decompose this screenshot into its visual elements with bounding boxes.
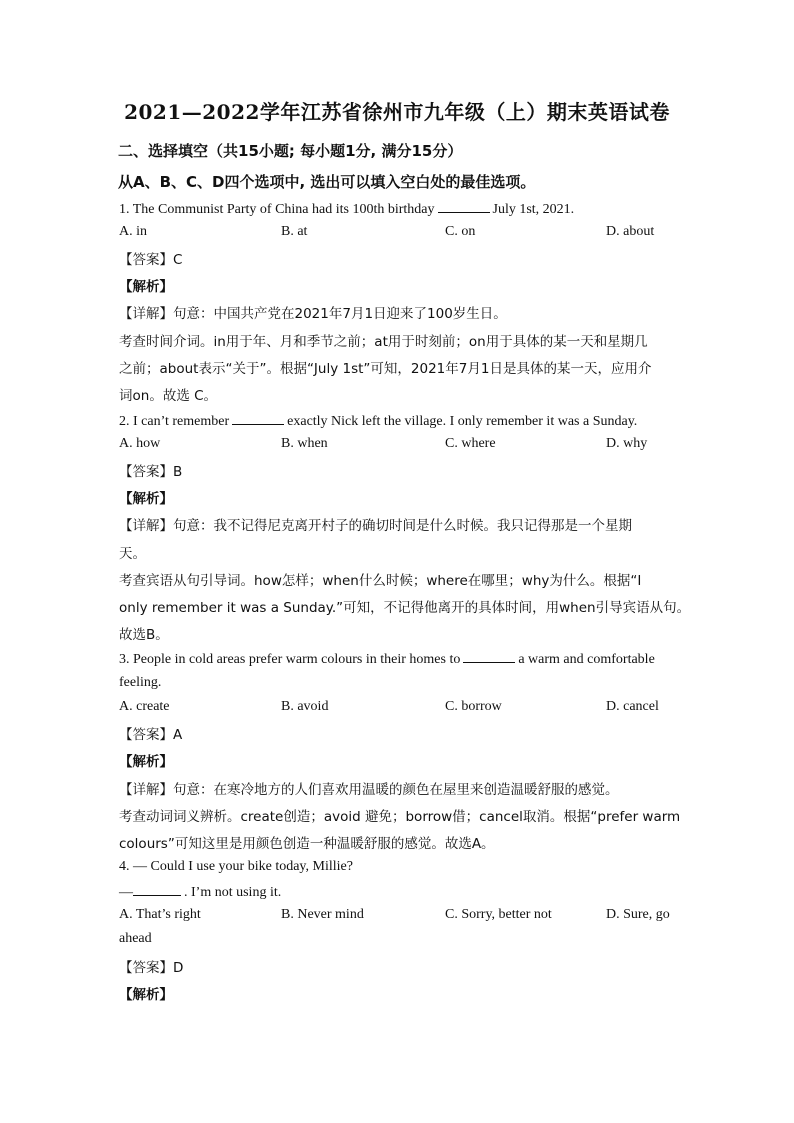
question-2-analysis-label: 【解析】 — [119, 491, 173, 507]
option-a: A. That’s right — [119, 907, 201, 922]
option-c: C. Sorry, better not — [445, 907, 552, 922]
question-1-explain-line: 考查时间介词。in用于年、月和季节之前；at用于时刻前；on用于具体的某一天和星期几 — [119, 334, 648, 350]
question-4-option-wrap: ahead — [119, 931, 152, 946]
question-3-explain-line: 考查动词词义辨析。create创造；avoid 避免；borrow借；cancel取消。根据“prefer warm — [119, 809, 681, 825]
question-1-explain-line: 之前；about表示“关于”。根据“July 1st”可知，2021年7月1日是具体的某一天，应用介 — [119, 361, 652, 377]
question-4-stem: 4. — Could I use your bike today, Millie? — [119, 859, 353, 874]
option-b: B. when — [281, 436, 328, 451]
answer-blank — [438, 200, 490, 213]
answer-blank — [463, 650, 515, 663]
question-4-reply-text: . I’m not using it. — [184, 885, 282, 900]
dash: — — [119, 885, 133, 900]
question-1-stem — [119, 200, 574, 218]
question-4-answer: 【答案】D — [119, 960, 184, 976]
question-1-stem-part-b: July 1st, 2021. — [492, 202, 575, 217]
option-d: D. Sure, go — [606, 907, 670, 922]
question-2-explain-line: 故选B。 — [119, 627, 169, 643]
question-4-analysis-label: 【解析】 — [119, 987, 173, 1003]
option-c: C. borrow — [445, 699, 502, 714]
option-b: B. avoid — [281, 699, 329, 714]
option-c: C. where — [445, 436, 496, 451]
section-heading: 二、选择填空（共15小题; 每小题1分, 满分15分） — [118, 142, 463, 160]
question-3-explain-line: colours”可知这里是用颜色创造一种温暖舒服的感觉。故选A。 — [119, 836, 495, 852]
question-1-answer: 【答案】C — [119, 252, 183, 268]
question-3-answer: 【答案】A — [119, 727, 183, 743]
question-2-stem-part-b: exactly Nick left the village. I only remember it was a Sunday. — [287, 414, 638, 429]
exam-title: 2021—2022学年江苏省徐州市九年级（上）期末英语试卷 — [124, 100, 670, 124]
question-2-stem — [119, 412, 637, 430]
question-3-options — [119, 699, 679, 719]
option-a: A. create — [119, 699, 170, 714]
question-4-reply — [119, 883, 281, 901]
question-2-answer: 【答案】B — [119, 464, 183, 480]
question-1-stem-part-a: 1. The Communist Party of China had its 100th birthday — [119, 202, 435, 217]
option-d: D. why — [606, 436, 648, 451]
question-3-stem-part-b: a warm and comfortable — [518, 652, 655, 667]
question-1-detail: 【详解】句意：中国共产党在2021年7月1日迎来了100岁生日。 — [119, 306, 507, 322]
question-2-explain-line: 考查宾语从句引导词。how怎样；when什么时候；where在哪里；why为什么。根据“I — [119, 573, 642, 589]
question-2-explain-line: only remember it was a Sunday.”可知，不记得他离开的具体时间，用when引导宾语从句。 — [119, 600, 691, 616]
question-2-stem-part-a: 2. I can’t remember — [119, 414, 230, 429]
question-2-options — [119, 436, 679, 456]
option-a: A. in — [119, 224, 147, 239]
question-2-detail-line: 天。 — [119, 546, 146, 562]
question-1-options — [119, 224, 679, 244]
option-c: C. on — [445, 224, 476, 239]
section-instruction: 从A、B、C、D四个选项中, 选出可以填入空白处的最佳选项。 — [118, 173, 536, 191]
option-b: B. Never mind — [281, 907, 364, 922]
question-3-analysis-label: 【解析】 — [119, 754, 173, 770]
question-3-stem-part-a: 3. People in cold areas prefer warm colours in their homes to — [119, 652, 461, 667]
question-3-detail: 【详解】句意：在寒冷地方的人们喜欢用温暖的颜色在屋里来创造温暖舒服的感觉。 — [119, 782, 619, 798]
question-1-explain-line: 词on。故选 C。 — [119, 388, 218, 404]
answer-blank — [232, 412, 284, 425]
answer-blank — [133, 883, 181, 896]
option-d: D. cancel — [606, 699, 659, 714]
question-4-options — [119, 907, 679, 927]
question-1-analysis-label: 【解析】 — [119, 279, 173, 295]
option-a: A. how — [119, 436, 161, 451]
question-3-stem-wrap: feeling. — [119, 675, 162, 690]
question-3-stem — [119, 650, 655, 668]
option-b: B. at — [281, 224, 308, 239]
option-d: D. about — [606, 224, 655, 239]
question-2-detail-line: 【详解】句意：我不记得尼克离开村子的确切时间是什么时候。我只记得那是一个星期 — [119, 518, 632, 534]
